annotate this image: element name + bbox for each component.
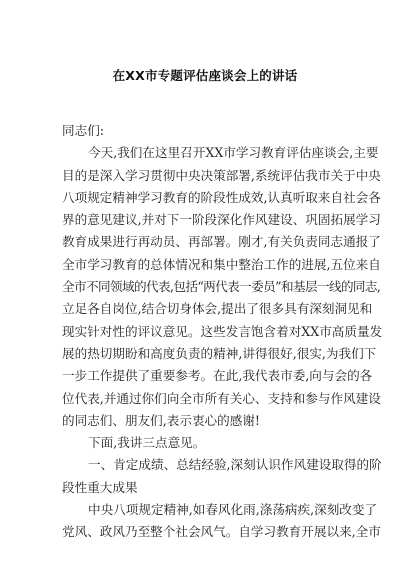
paragraph-line: 下面,我讲三点意见。 [88,435,206,451]
paragraph-line: 今天,我们在这里召开XX市学习教育评估座谈会,主要 [88,145,379,161]
paragraph-line: 现实针对性的评议意见。这些发言饱含着对XX市高质量发 [62,323,383,339]
paragraph-line: 全市学习教育的总体情况和集中整治工作的进展,五位来自 [62,256,381,272]
document-title: 在XX市专题评估座谈会上的讲话 [112,68,298,83]
section-heading-line: 段性重大成果 [62,479,138,495]
paragraph-line: 立足各自岗位,结合切身体会,提出了很多具有深刻洞见和 [62,301,373,317]
paragraph-line: 党风、政风乃至整个社会风气。自学习教育开展以来,全市 [62,524,381,540]
paragraph-line: 八项规定精神学习教育的阶段性成效,认真听取来自社会各 [62,189,381,205]
salutation: 同志们: [62,123,105,138]
paragraph-line: 的同志们、朋友们,表示衷心的感谢! [62,412,260,428]
paragraph-line: 全市不同领域的代表,包括“两代表一委员”和基层一线的同志, [62,279,381,295]
paragraph-line: 教育成果进行再动员、再部署。刚才,有关负责同志通报了 [62,234,381,250]
paragraph-line: 一步工作提供了重要参考。在此,我代表市委,向与会的各 [62,368,373,384]
section-heading-line: 一、肯定成绩、总结经验,深刻认识作风建设取得的阶 [88,457,382,473]
paragraph-line: 目的是深入学习贯彻中央决策部署,系统评估我市关于中央 [62,167,381,183]
document-body [62,120,383,544]
paragraph-line: 中央八项规定精神,如春风化雨,涤荡病疾,深刻改变了 [88,502,378,518]
paragraph-line: 界的意见建议,并对下一阶段深化作风建设、巩固拓展学习 [62,212,381,228]
paragraph-line: 展的热切期盼和高度负责的精神,讲得很好,很实,为我们下 [62,345,377,361]
paragraph-line: 位代表,并通过你们向全市所有关心、支持和参与作风建设 [62,390,381,406]
